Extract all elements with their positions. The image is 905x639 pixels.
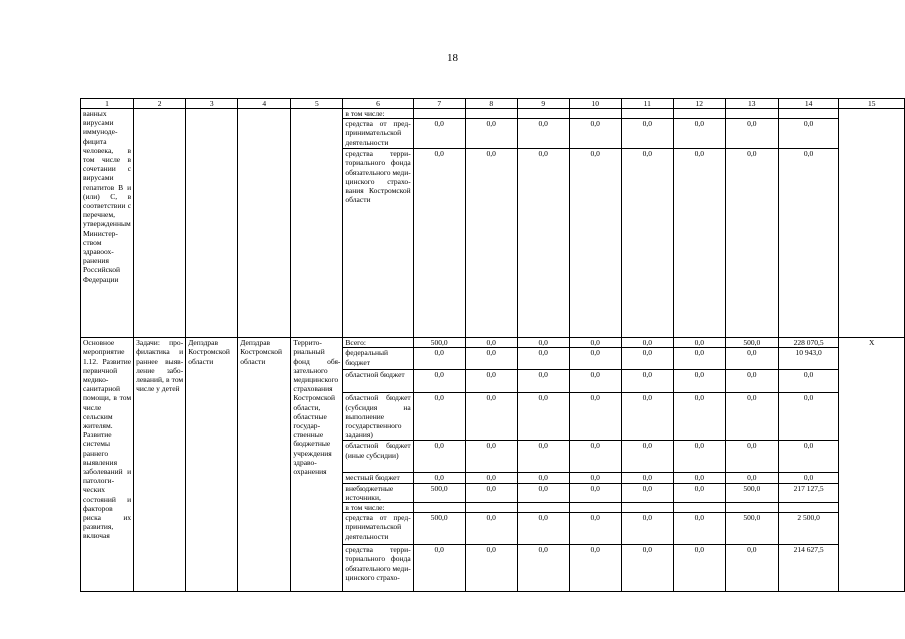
header-cell-7: 7 [413, 99, 465, 109]
value-cell: 0,0 [725, 149, 778, 338]
value-cell: 0,0 [673, 393, 725, 441]
value-cell: 0,0 [673, 545, 725, 592]
value-cell: 0,0 [621, 348, 673, 370]
value-cell [621, 109, 673, 119]
coexecutor: Депздрав Костромской области [238, 338, 291, 592]
value-cell: 0,0 [673, 119, 725, 149]
header-cell-13: 13 [725, 99, 778, 109]
source-label: средства от предпринимательской деятельности [343, 119, 413, 149]
value-cell: 0,0 [621, 370, 673, 393]
source-label: в том числе: [343, 109, 413, 119]
value-cell: 500,0 [725, 483, 778, 502]
header-cell-11: 11 [621, 99, 673, 109]
value-cell: 0,0 [413, 370, 465, 393]
value-cell: 0,0 [413, 393, 465, 441]
header-cell-4: 4 [238, 99, 291, 109]
source-label: внебюджетные источники, [343, 483, 413, 502]
value-cell: 0,0 [673, 149, 725, 338]
table-body [81, 99, 905, 592]
value-cell: 0,0 [413, 473, 465, 483]
value-cell: 500,0 [413, 483, 465, 502]
header-row [81, 99, 905, 109]
value-cell: 0,0 [673, 338, 725, 348]
value-cell: 0,0 [673, 370, 725, 393]
value-cell: 0,0 [517, 483, 569, 502]
value-cell: 500,0 [413, 513, 465, 545]
value-cell: 0,0 [465, 473, 517, 483]
value-cell [621, 503, 673, 513]
value-cell: 0,0 [569, 338, 621, 348]
value-cell [569, 503, 621, 513]
value-cell: 0,0 [465, 393, 517, 441]
value-cell [778, 503, 839, 513]
value-cell: 0,0 [621, 119, 673, 149]
source-label: областной бюджет (иные субсидии) [343, 441, 413, 473]
value-cell: 0,0 [725, 370, 778, 393]
value-cell: 0,0 [517, 119, 569, 149]
header-cell-6: 6 [343, 99, 413, 109]
value-cell: 0,0 [778, 441, 839, 473]
value-cell: 0,0 [569, 513, 621, 545]
value-cell: 0,0 [517, 370, 569, 393]
col15-mark: X [839, 338, 905, 592]
header-cell-14: 14 [778, 99, 839, 109]
value-cell: 0,0 [621, 545, 673, 592]
value-cell: 500,0 [413, 338, 465, 348]
value-cell: 0,0 [725, 441, 778, 473]
value-cell [413, 503, 465, 513]
value-cell: 0,0 [725, 473, 778, 483]
value-cell: 0,0 [413, 149, 465, 338]
value-cell: 0,0 [465, 513, 517, 545]
value-cell: 500,0 [725, 513, 778, 545]
value-cell [673, 109, 725, 119]
value-cell: 0,0 [569, 473, 621, 483]
source-label: областной бюджет [343, 370, 413, 393]
value-cell: 0,0 [465, 149, 517, 338]
value-cell: 0,0 [517, 473, 569, 483]
header-cell-12: 12 [673, 99, 725, 109]
value-cell: 0,0 [569, 441, 621, 473]
value-cell: 0,0 [465, 348, 517, 370]
value-cell: 0,0 [465, 119, 517, 149]
value-cell: 0,0 [465, 545, 517, 592]
value-cell: 0,0 [569, 348, 621, 370]
header-cell-8: 8 [465, 99, 517, 109]
col5-empty [291, 109, 343, 338]
header-cell-3: 3 [186, 99, 238, 109]
value-cell: 10 943,0 [778, 348, 839, 370]
value-cell: 0,0 [778, 473, 839, 483]
value-cell: 0,0 [569, 545, 621, 592]
value-cell: 0,0 [413, 441, 465, 473]
header-cell-2: 2 [134, 99, 186, 109]
header-cell-10: 10 [569, 99, 621, 109]
value-cell: 0,0 [569, 483, 621, 502]
value-cell: 217 127,5 [778, 483, 839, 502]
header-cell-5: 5 [291, 99, 343, 109]
page-number: 18 [447, 52, 458, 64]
col4-empty [238, 109, 291, 338]
value-cell: 0,0 [673, 348, 725, 370]
value-cell [673, 503, 725, 513]
value-cell: 0,0 [621, 441, 673, 473]
value-cell: 500,0 [725, 338, 778, 348]
value-cell: 0,0 [621, 473, 673, 483]
value-cell: 0,0 [778, 370, 839, 393]
value-cell: 0,0 [621, 513, 673, 545]
value-cell: 0,0 [725, 393, 778, 441]
value-cell: 0,0 [725, 545, 778, 592]
source-label: средства от предпринимательской деятельности [343, 513, 413, 545]
value-cell: 0,0 [778, 119, 839, 149]
col3-empty [186, 109, 238, 338]
value-cell [517, 109, 569, 119]
measure-name-cont: ванных вирусами иммунодефицита человека, в том числе в сочетании с вирусами гепатитов В и (или) С, в соответствии с перечнем, утвержденным Министерством здравоохранения Российской Федерации [81, 109, 134, 338]
source-label: Всего: [343, 338, 413, 348]
value-cell: 0,0 [413, 348, 465, 370]
responsible: Депздрав Костромской области [186, 338, 238, 592]
block2-row [81, 338, 905, 348]
value-cell: 0,0 [725, 348, 778, 370]
source-label: федеральный бюджет [343, 348, 413, 370]
value-cell: 0,0 [569, 119, 621, 149]
source-label: местный бюджет [343, 473, 413, 483]
tasks: Задачи: профилактика и раннее выявление заболеваний, в том числе у детей [134, 338, 186, 592]
budget-table [80, 98, 905, 592]
value-cell: 0,0 [413, 545, 465, 592]
value-cell: 0,0 [673, 473, 725, 483]
value-cell: 0,0 [465, 338, 517, 348]
value-cell: 0,0 [673, 483, 725, 502]
value-cell [569, 109, 621, 119]
value-cell: 0,0 [413, 119, 465, 149]
source-label: средства территориального фонда обязательного медицинского страхования Костромской области [343, 149, 413, 338]
value-cell [778, 109, 839, 119]
value-cell: 2 500,0 [778, 513, 839, 545]
value-cell: 0,0 [465, 483, 517, 502]
value-cell: 228 070,5 [778, 338, 839, 348]
value-cell [517, 503, 569, 513]
value-cell [465, 109, 517, 119]
value-cell: 0,0 [778, 393, 839, 441]
value-cell: 0,0 [673, 441, 725, 473]
value-cell: 0,0 [517, 545, 569, 592]
value-cell: 0,0 [569, 393, 621, 441]
source-label: средства территориального фонда обязательного медицинского страхо- [343, 545, 413, 592]
block1-row [81, 109, 905, 119]
value-cell: 0,0 [621, 483, 673, 502]
value-cell: 0,0 [621, 149, 673, 338]
value-cell: 0,0 [465, 441, 517, 473]
value-cell: 0,0 [517, 338, 569, 348]
value-cell: 0,0 [621, 338, 673, 348]
value-cell [725, 503, 778, 513]
col2-empty [134, 109, 186, 338]
measure-name: Основное мероприятие 1.12. Развитие первичной медико-санитарной помощи, в том числе сельским жителям. Развитие системы раннего выявления заболеваний и патологических состояний и факторов риска их развития, включая [81, 338, 134, 592]
value-cell: 0,0 [517, 149, 569, 338]
value-cell: 0,0 [569, 149, 621, 338]
value-cell: 214 627,5 [778, 545, 839, 592]
participants: Территориальный фонд обязательного медицинского страхования Костромской области, областные государственные бюджетные учреждения здравоохранения [291, 338, 343, 592]
value-cell: 0,0 [517, 441, 569, 473]
value-cell: 0,0 [778, 149, 839, 338]
value-cell: 0,0 [517, 393, 569, 441]
value-cell [413, 109, 465, 119]
value-cell: 0,0 [621, 393, 673, 441]
value-cell: 0,0 [517, 348, 569, 370]
col15-empty [839, 109, 905, 338]
value-cell [725, 109, 778, 119]
source-label: областной бюджет (субсидия на выполнение государственного задания) [343, 393, 413, 441]
value-cell: 0,0 [725, 119, 778, 149]
header-cell-15: 15 [839, 99, 905, 109]
value-cell: 0,0 [569, 370, 621, 393]
value-cell: 0,0 [517, 513, 569, 545]
value-cell [465, 503, 517, 513]
header-cell-1: 1 [81, 99, 134, 109]
value-cell: 0,0 [465, 370, 517, 393]
header-cell-9: 9 [517, 99, 569, 109]
value-cell: 0,0 [673, 513, 725, 545]
source-label: в том числе: [343, 503, 413, 513]
